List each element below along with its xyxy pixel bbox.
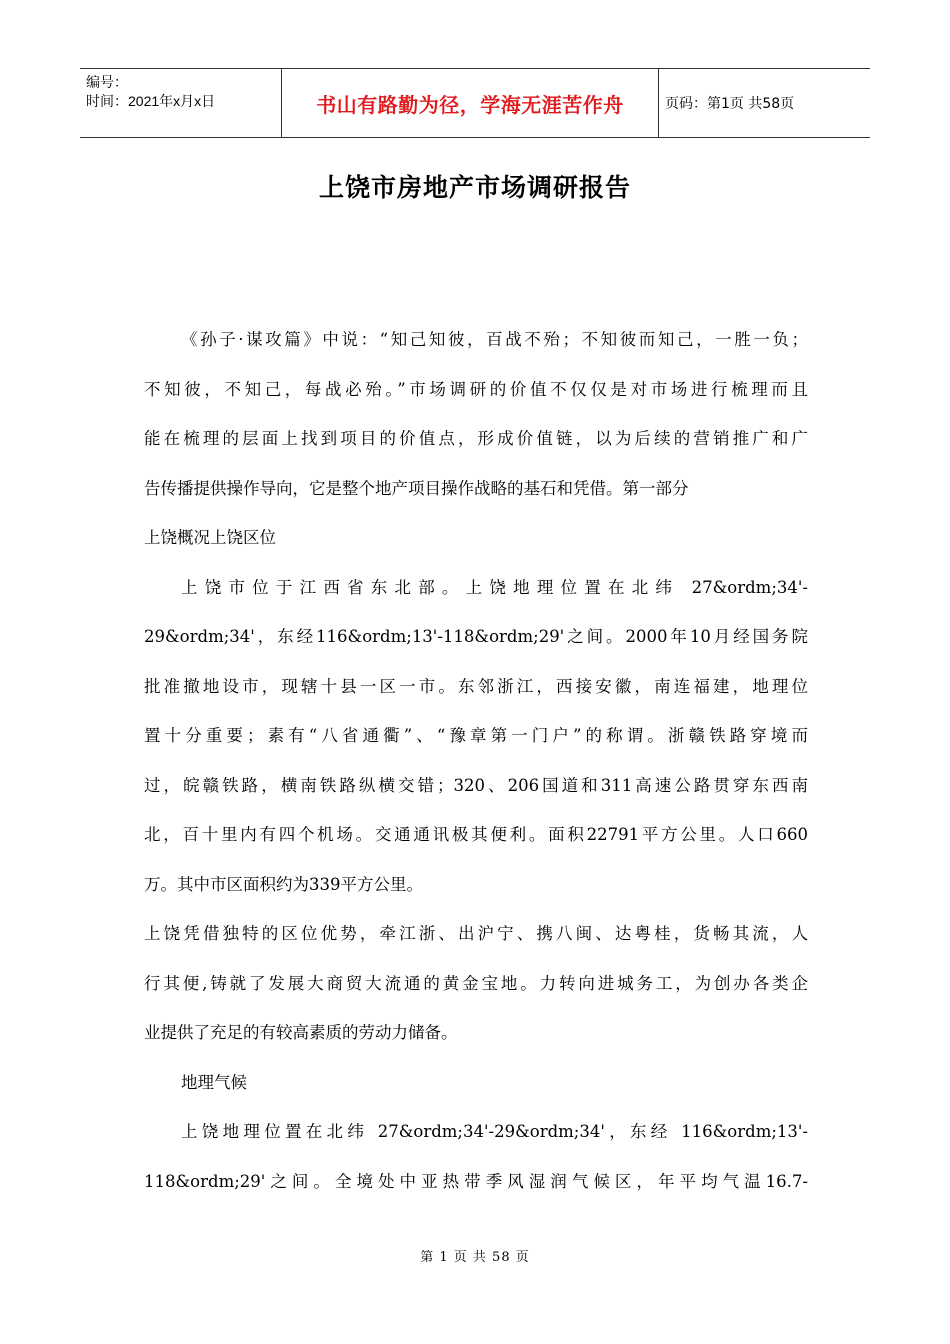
body-line: 置十分重要；素有“八省通衢”、“豫章第一门户”的称谓。浙赣铁路穿境而 [144,726,808,745]
section-heading: 上饶概况上饶区位 [144,528,276,547]
body-line: 上饶地理位置在北纬 27&ordm;34'-29&ordm;34'，东经 116&ordm;13'- [181,1122,808,1141]
body-line: 不知彼，不知己，每战必殆。”市场调研的价值不仅仅是对市场进行梳理而且 [144,379,808,399]
header-meta-cell [80,69,282,137]
body-line: 上饶市位于江西省东北部。上饶地理位置在北纬 27&ordm;34'- [181,577,808,597]
document-time-label: 时间：2021年x月x日 [86,93,216,109]
body-line: 能在梳理的层面上找到项目的价值点，形成价值链，以为后续的营销推广和广 [144,429,808,448]
body-line: 上饶凭借独特的区位优势，牵江浙、出沪宁、携八闽、达粤桂，货畅其流，人 [144,924,808,943]
body-line: 29&ordm;34'，东经116&ordm;13'-118&ordm;29'之间。2000年10月经国务院 [144,627,808,646]
body-line: 过，皖赣铁路，横南铁路纵横交错；320、206国道和311高速公路贯穿东西南 [144,775,808,795]
body-line: 告传播提供操作导向，它是整个地产项目操作战略的基石和凭借。第一部分 [144,478,689,498]
body-line: 行其便,铸就了发展大商贸大流通的黄金宝地。力转向进城务工，为创办各类企 [144,973,808,993]
body-line: 北，百十里内有四个机场。交通通讯极其便利。面积22791平方公里。人口660 [144,825,808,844]
page-footer: 第 1 页 共 58 页 [420,1250,530,1265]
header-motto: 书山有路勤为径，学海无涯苦作舟 [282,69,659,137]
body-line: 业提供了充足的有较高素质的劳动力储备。 [144,1023,458,1042]
body-line: 万。其中市区面积约为339平方公里。 [144,874,423,894]
document-title: 上饶市房地产市场调研报告 [318,173,631,202]
document-body [144,315,808,1206]
section-heading: 地理气候 [181,1072,247,1092]
body-line: 118&ordm;29'之间。全境处中亚热带季风湿润气候区，年平均气温16.7- [144,1171,808,1191]
header-table [80,68,870,138]
body-line: 《孙子·谋攻篇》中说：“知己知彼，百战不殆；不知彼而知己，一胜一负； [181,330,808,349]
document-number-label: 编号： [86,74,128,90]
header-page-info: 页码：第1页 共58页 [665,96,795,112]
body-line: 批准撤地设市，现辖十县一区一市。东邻浙江，西接安徽，南连福建，地理位 [144,676,808,696]
